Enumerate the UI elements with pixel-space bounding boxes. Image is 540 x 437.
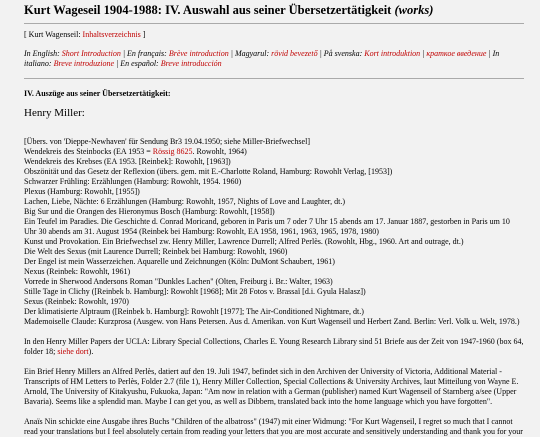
work-text: Wendekreis des Krebses (EA 1953. [Reinbek]: Rowohlt, [1963]) xyxy=(24,157,231,166)
list-item xyxy=(24,157,524,167)
work-text: Uhr 30 abends am 31. August 1954 (Reinbek bei Hamburg: Rowohlt, EA 1958, 1961, 1963, 1965, 1978, 1980) xyxy=(24,227,379,236)
work-text: Wendekreis des Steinbocks (EA 1953 = xyxy=(24,147,153,156)
lang-sep: | xyxy=(120,49,128,58)
lang-sep: | xyxy=(228,49,235,58)
work-text: Obszönität und das Gesetz der Reflexion (übers. gem. mit E.-Charlotte Roland, Hamburg: Rowohlt Verlag, [1953]) xyxy=(24,167,393,176)
victoria-paragraph: Ein Brief Henry Millers an Alfred Perlès, datiert auf den 19. Juli 1947, befindet sich in den Archiven der University of Victoria, Additional Material - Transcripts of HM Letters to Perlès, Folder 2.7 (file 1), Henry Miller Collection, Special Collections & University Archives, laut Mitteilung von Wayne E. Arnold, The University of Kitakyushu, Fukuoka, Japan: "Am now in relation with a German (publisher) named Kurt Wagenseil of Starnberg a/see (Upper Bavaria). Seems like a splendid man. Maybe I can get you, as well as Dibbern, translated back into the home language which you have forgotten". xyxy=(24,367,519,406)
work-text: Sexus (Reinbek: Rowohlt, 1970) xyxy=(24,297,129,306)
lang-label: In italiano: xyxy=(24,49,500,68)
lang-label: In English: xyxy=(24,49,62,58)
divider xyxy=(24,78,524,79)
roessig-link[interactable]: Rössig 8625 xyxy=(152,147,193,156)
lang-link-swedish[interactable]: Kort introduktion xyxy=(364,49,421,58)
list-item xyxy=(24,177,524,187)
section-heading: IV. Auszüge aus seiner Übersetzertätigkeit: xyxy=(24,89,171,98)
divider xyxy=(24,23,524,24)
paragraph-text: In den Henry Miller Papers der UCLA: Library Special Collections, Charles E. Young Research Library sind 51 Briefe aus der Zeit von 1947-1960 (box 64, folder 18; xyxy=(24,337,524,356)
work-text: Big Sur und die Orangen des Hieronymus Bosch (Hamburg: Rowohlt, [1958]) xyxy=(24,207,275,216)
paragraph-text-after: ). xyxy=(88,347,94,356)
lang-link-spanish[interactable]: Breve introducción xyxy=(160,59,222,68)
work-text: Lachen, Liebe, Nächte: 6 Erzählungen (Hamburg: Rowohlt, 1957, Nights of Love and Laughter, dt.) xyxy=(24,197,345,206)
breadcrumb-prefix: Kurt Wagenseil: xyxy=(26,30,83,39)
work-text: Vorrede in Sherwood Andersons Roman "Dunkles Lachen" (Olten, Freiburg i. Br.: Walter, 1963) xyxy=(24,277,333,286)
work-text: Nexus (Reinbek: Rowohlt, 1961) xyxy=(24,267,131,276)
language-links xyxy=(24,49,524,69)
work-text: Mademoiselle Claude: Kurzprosa (Ausgew. von Hans Petersen. Aus d. Amerikan. von Kurt Wagenseil und Herbert Zand. Berlin: Verl. Volk u. Welt, 1978.) xyxy=(24,317,520,326)
work-text: Kunst und Provokation. Ein Briefwechsel zw. Henry Miller, Lawrence Durrell; Alfred Perlès. (Rowohlt, Hbg., 1960. Art and outrage, dt.) xyxy=(24,237,464,246)
lang-label: En français: xyxy=(127,49,169,58)
work-text: Die Welt des Sexus (mit Laurence Durrell; Reinbek bei Hamburg: Rowohlt, 1960) xyxy=(24,247,288,256)
work-text: Plexus (Hamburg: Rowohlt, [1955]) xyxy=(24,187,140,196)
lang-link-russian[interactable]: краткое введение xyxy=(426,49,487,58)
lang-link-hungarian[interactable]: rövid bevezető xyxy=(271,49,318,58)
lang-label: På svenska: xyxy=(323,49,365,58)
list-item xyxy=(24,167,524,177)
lang-sep: | xyxy=(420,49,427,58)
list-item xyxy=(24,257,524,267)
list-item xyxy=(24,217,524,227)
list-item xyxy=(24,237,524,247)
list-item xyxy=(24,187,524,197)
siehe-dort-link[interactable]: siehe dort xyxy=(57,347,89,356)
ucla-paragraph xyxy=(24,337,524,357)
list-item xyxy=(24,207,524,217)
lang-sep: | xyxy=(317,49,324,58)
breadcrumb-close: ] xyxy=(140,30,146,39)
lang-link-french[interactable]: Brève introduction xyxy=(168,49,229,58)
lang-label: Magyarul: xyxy=(234,49,272,58)
list-item xyxy=(24,267,524,277)
page xyxy=(24,0,524,437)
list-item xyxy=(24,147,524,157)
work-text: Schwarzer Frühling: Erzählungen (Hamburg: Rowohlt, 1954. 1960) xyxy=(24,177,242,186)
page-title xyxy=(24,2,524,18)
lang-sep: | xyxy=(114,59,121,68)
list-item xyxy=(24,247,524,257)
list-item xyxy=(24,307,524,317)
work-text: Ein Teufel im Paradies. Die Geschichte d. Conrad Moricand, geboren in Paris um 7 oder 7 Uhr 15 abends am 17. Januar 1887, gestorben in Paris um 10 xyxy=(24,217,510,226)
nin-paragraph: Anaïs Nin schickte eine Ausgabe ihres Buchs "Children of the albatross" (1947) mit einer Widmung: "For Kurt Wagenseil, I regret so much that I cannot read your translations but I feel absolutely certain from reading your letters that you are most accurate and sensitively understanding and thank you for your xyxy=(24,417,523,436)
breadcrumb-open: [ xyxy=(24,30,27,39)
work-text: Der Engel ist mein Wasserzeichen. Aquarelle und Zeichnungen (Köln: DuMont Schaubert, 1961) xyxy=(24,257,335,266)
list-item xyxy=(24,197,524,207)
work-text: [Übers. von 'Dieppe-Newhaven' für Sendung Br3 19.04.1950; siehe Miller-Briefwechsel] xyxy=(24,137,310,146)
list-item xyxy=(24,227,524,237)
works-list xyxy=(24,137,524,327)
work-text: Der klimatisierte Alptraum ([Reinbek b. Hamburg]: Rowohlt [1977]; The Air-Conditioned Nightmare, dt.) xyxy=(24,307,364,316)
page-title-text: Kurt Wageseil 1904-1988: IV. Auswahl aus seiner Übersetzertätigkeit xyxy=(24,3,392,17)
lang-sep: | xyxy=(486,49,493,58)
list-item xyxy=(24,287,524,297)
lang-label: En español: xyxy=(120,59,161,68)
work-text: Stille Tage in Clichy ([Reinbek b. Hamburg]: Rowohlt [1968]; Mit 28 Fotos v. Brassaï [d.i. Gyula Halasz]) xyxy=(24,287,366,296)
lang-link-italian[interactable]: Breve introduzione xyxy=(53,59,115,68)
list-item xyxy=(24,137,524,147)
toc-link[interactable]: Inhaltsverzeichnis xyxy=(82,30,141,39)
list-item xyxy=(24,277,524,287)
work-text-after: . Rowohlt, 1964) xyxy=(192,147,247,156)
list-item xyxy=(24,317,524,327)
author-heading: Henry Miller: xyxy=(24,107,85,119)
page-title-works: (works) xyxy=(394,3,434,17)
breadcrumb xyxy=(24,30,524,40)
lang-link-english[interactable]: Short Introduction xyxy=(61,49,121,58)
list-item xyxy=(24,297,524,307)
